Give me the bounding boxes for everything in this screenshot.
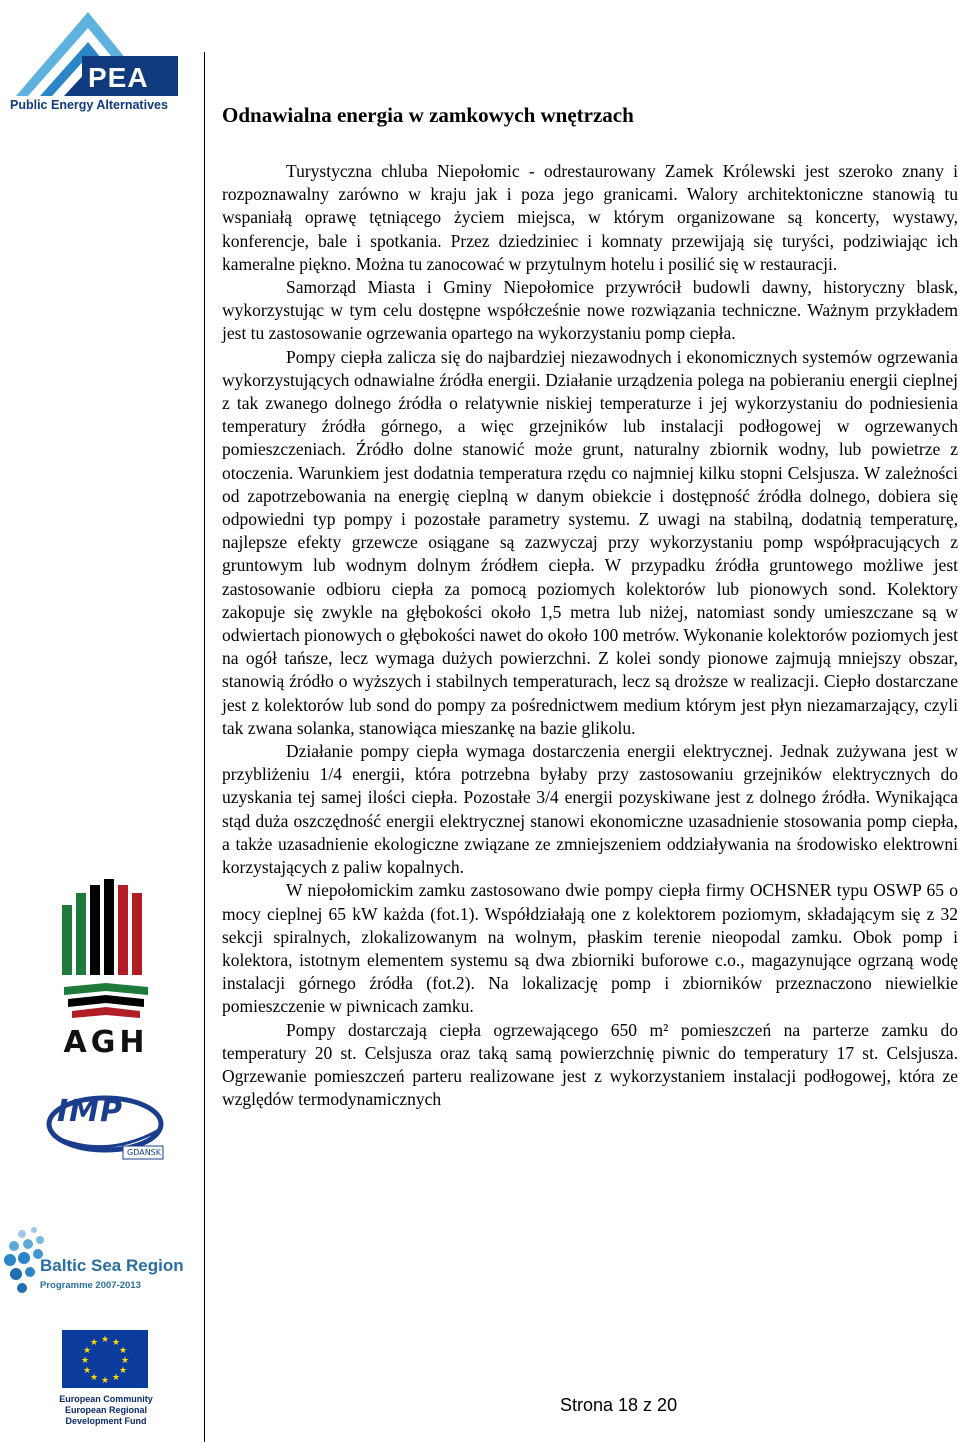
svg-text:★: ★ [100, 1335, 110, 1345]
agh-name: AGH [63, 1025, 149, 1060]
svg-text:★: ★ [111, 1373, 121, 1383]
pea-logo [6, 4, 182, 116]
paragraph: W niepołomickim zamku zastosowano dwie pompy ciepła firmy OCHSNER typu OSWP 65 o mocy cieplnej 65 kW każda (fot.1). Współdziałają one z kolektorem poziomym, składającym się z 32 sekcji spiralnych, zlokalizowanym na wolnym, płaskim terenie nieopodal zamku. Obok pomp i kolektora, istotnym elementem systemu są dwa zbiorniki buforowe c.o., magazynujące ogrzaną wodę instalacji górnego źródła (fot.2). Na lokalizację pomp i zbiorników przeznaczono niewielkie pomieszczenie w piwnicach zamku. [222, 880, 958, 1017]
article [222, 100, 958, 1111]
svg-text:★: ★ [111, 1338, 121, 1348]
paragraph: Pompy dostarczają ciepła ogrzewającego 650 m² pomieszczeń na parterze zamku do temperatury 20 st. Celsjusza oraz taką samą powierzchnię piwnic do temperatury 17 st. Celsjusza. Ogrzewanie pomieszczeń parteru realizowane jest z wykorzystaniem instalacji podłogowej, która ze względów termodynamicznych [222, 1019, 958, 1110]
eu-flag-icon [62, 1330, 148, 1388]
eu-caption-line3: Development Fund [65, 1416, 147, 1426]
svg-text:★: ★ [89, 1373, 99, 1383]
svg-text:★: ★ [118, 1366, 128, 1376]
svg-text:★: ★ [82, 1366, 92, 1376]
bsr-programme: Programme 2007-2013 [40, 1280, 141, 1291]
eu-caption [56, 1394, 156, 1427]
page-number: Strona 18 z 20 [560, 1395, 678, 1415]
paragraph: Działanie pompy ciepła wymaga dostarczenia energii elektrycznej. Jednak zużywana jest w przybliżeniu 1/4 energii, która potrzebna byłaby przy zastosowaniu grzejników elektrycznych do uzyskania tej samej ilości ciepła. Pozostałe 3/4 energii pozyskiwane jest z dolnego źródła. Wynikająca stąd duża oszczędność energii elektrycznej stanowi ekonomiczne uzasadnienie stosowania pomp ciepła, a także uzasadnienie ekologiczne związane ze zmniejszeniem oddziaływania na środowisko elektrowni korzystających z paliw kopalnych. [222, 741, 958, 878]
svg-text:★: ★ [82, 1346, 92, 1356]
column-divider [204, 52, 205, 1442]
pea-name: PEA [88, 62, 149, 93]
paragraph: Turystyczna chluba Niepołomic - odrestaurowany Zamek Królewski jest szeroko znany i rozpoznawalny zarówno w kraju jak i poza jego granicami. Walory architektoniczne stanowią tu wspaniałą oprawę tętniącego życiem miejsca, w którym organizowane są koncerty, wystawy, konferencje, bale i spotkania. Przez dziedziniec i komnaty przewijają się turyści, podziwiając ich kameralne piękno. Można tu zanocować w przytulnym hotelu i posilić się w restauracji. [222, 161, 958, 274]
agh-logo [56, 875, 156, 1065]
svg-text:★: ★ [80, 1356, 90, 1366]
pea-subtitle: Public Energy Alternatives [10, 98, 168, 112]
eu-caption-line1: European Community [59, 1394, 153, 1404]
svg-text:★: ★ [100, 1376, 110, 1386]
baltic-sea-region-logo [0, 1222, 200, 1304]
imp-logo [45, 1090, 165, 1168]
eu-caption-line2: European Regional [64, 1405, 147, 1415]
logo-column [0, 0, 200, 1442]
svg-text:★: ★ [118, 1346, 128, 1356]
imp-city: GDAŃSK [127, 1148, 161, 1157]
eu-flag [62, 1330, 148, 1388]
paragraph: Pompy ciepła zalicza się do najbardziej niezawodnych i ekonomicznych systemów ogrzewania wykorzystujących odnawialne źródła energii. Działanie urządzenia polega na pobieraniu energii cieplnej z tak zwanego dolnego źródła o relatywnie niskiej temperaturze i jej wykorzystaniu do podniesienia temperatury źródła górnego, a więc grzejników lub instalacji podłogowej w ogrzewanych pomieszczeniach. Źródło dolne stanowić może grunt, naturalny zbiornik wodny, lub powietrze z otoczenia. Warunkiem jest dodatnia temperatura rzędu co najmniej kilku stopni Celsjusza. W zależności od zapotrzebowania na energię cieplną w danym obiekcie i dostępność źródła dolnego, dobiera się odpowiedni typ pompy i pozostałe parametry systemu. Z uwagi na stabilną, dodatnią temperaturę, najlepsze efekty grzewcze osiągane są zazwyczaj przy wykorzystaniu pomp współpracujących z gruntowym lub wodnym dolnym źródłem ciepła. W przypadku źródła gruntowego możliwe jest zastosowanie odbioru ciepła za pomocą poziomych kolektorów lub pionowych sond. Kolektory zakopuje się zwykle na głębokości około 1,5 metra lub niżej, natomiast sondy umieszczane są w odwiertach pionowych o głębokości nawet do około 100 metrów. Wykonanie kolektorów poziomych jest na ogół tańsze, lecz wymaga dużych powierzchni. Z kolei sondy pionowe zajmują mniejszy obszar, stanowią źródło o wyższych i stabilnych temperaturach, lecz są droższe w realizacji. Ciepło dostarczane jest z kolektorów lub sond do pompy za pośrednictwem medium którym jest płyn niezamarzający, czyli tak zwana solanka, stanowiąca mieszankę na bazie glikolu. [222, 346, 958, 738]
paragraph: Samorząd Miasta i Gminy Niepołomice przywrócił budowli dawny, historyczny blask, wykorzystując w tym celu dostępne współcześnie nowe rozwiązania techniczne. Ważnym przykładem jest tu zastosowanie ogrzewania opartego na wykorzystaniu pomp ciepła. [222, 277, 958, 344]
article-title: Odnawialna energia w zamkowych wnętrzach [222, 103, 634, 127]
imp-name: IMP [57, 1094, 124, 1129]
agh-emblem-icon [56, 875, 156, 1020]
svg-text:★: ★ [120, 1356, 130, 1366]
svg-text:★: ★ [89, 1338, 99, 1348]
bsr-title: Baltic Sea Region [40, 1256, 184, 1275]
